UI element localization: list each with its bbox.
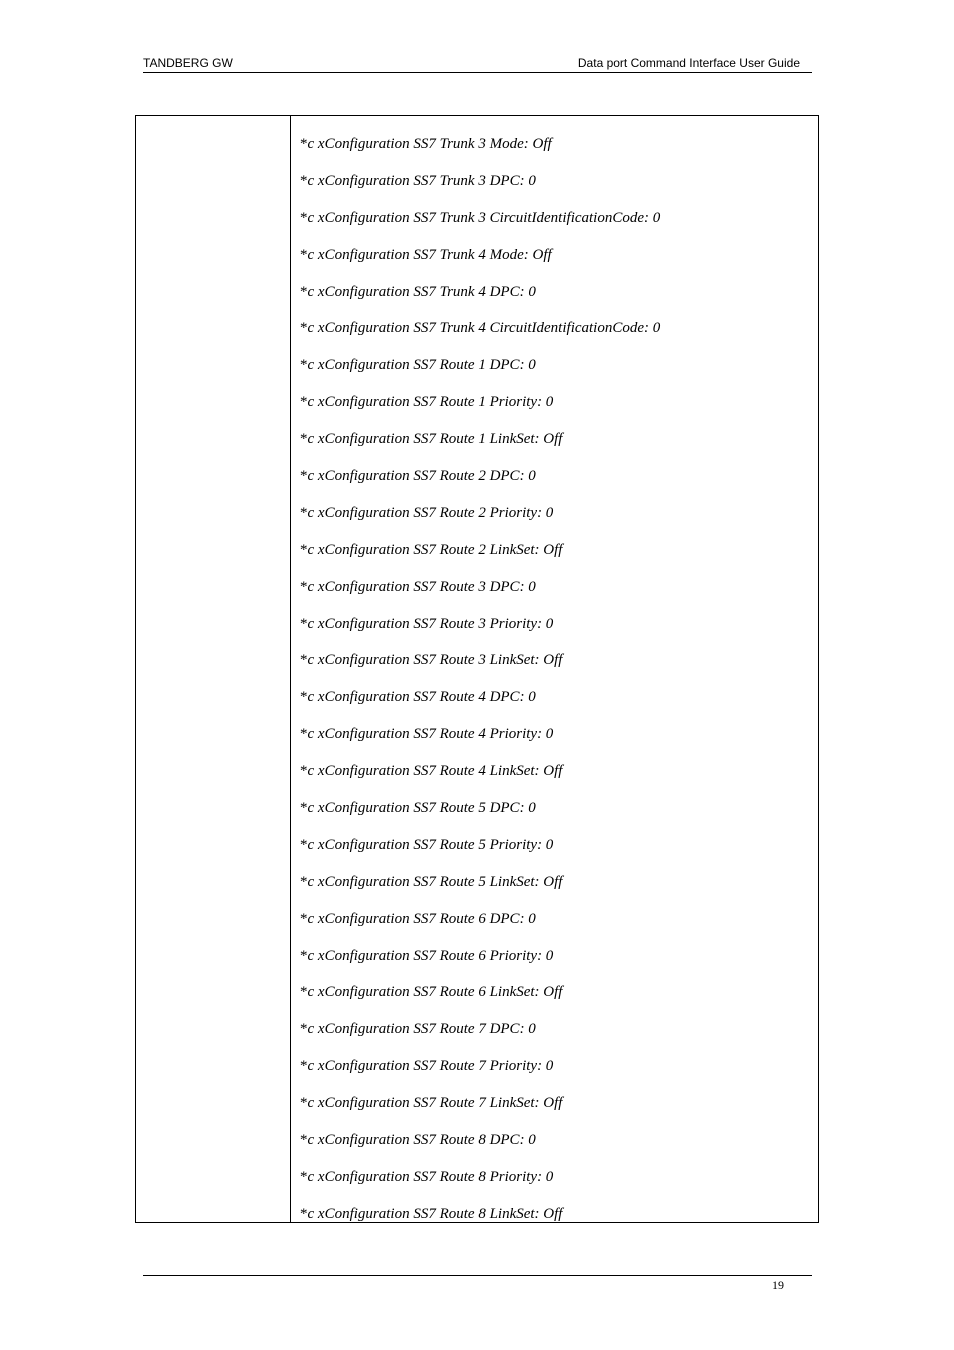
config-line <box>300 723 660 760</box>
line-command: c xConfiguration SS7 Trunk 4 CircuitIdentificationCode: 0 <box>307 320 661 337</box>
line-command: c xConfiguration SS7 Route 4 LinkSet: Off <box>307 763 563 780</box>
line-prefix: * <box>300 283 308 300</box>
line-prefix: * <box>300 652 308 669</box>
line-prefix: * <box>300 836 308 853</box>
line-prefix: * <box>300 800 308 817</box>
config-line <box>300 207 660 244</box>
line-prefix: * <box>300 1205 308 1222</box>
header-document-title: Data port Command Interface User Guide <box>577 56 800 70</box>
line-command: c xConfiguration SS7 Trunk 4 Mode: Off <box>307 246 552 263</box>
config-lines-list <box>300 133 660 1240</box>
line-prefix: * <box>300 1132 308 1149</box>
config-line <box>300 244 660 281</box>
line-prefix: * <box>300 910 308 927</box>
config-line <box>300 1055 660 1092</box>
config-line <box>300 576 660 613</box>
line-command: c xConfiguration SS7 Route 7 DPC: 0 <box>307 1021 536 1038</box>
line-command: c xConfiguration SS7 Route 3 LinkSet: Off <box>307 652 563 669</box>
config-line <box>300 391 660 428</box>
line-prefix: * <box>300 873 308 890</box>
line-prefix: * <box>300 1095 308 1112</box>
config-line <box>300 908 660 945</box>
line-prefix: * <box>300 136 308 152</box>
line-prefix: * <box>300 726 308 743</box>
line-command: c xConfiguration SS7 Route 5 LinkSet: Off <box>307 873 563 890</box>
config-line <box>300 981 660 1018</box>
config-output-table <box>135 115 819 1223</box>
line-prefix: * <box>300 1168 308 1185</box>
line-prefix: * <box>300 763 308 780</box>
line-command: c xConfiguration SS7 Route 4 DPC: 0 <box>307 689 536 706</box>
line-command: c xConfiguration SS7 Route 1 DPC: 0 <box>307 357 536 374</box>
config-line <box>300 1129 660 1166</box>
line-prefix: * <box>300 541 308 558</box>
config-line <box>300 1203 660 1240</box>
config-line <box>300 1092 660 1129</box>
line-prefix: * <box>300 246 308 263</box>
config-line <box>300 502 660 539</box>
config-line <box>300 945 660 982</box>
config-line <box>300 354 660 391</box>
line-command: c xConfiguration SS7 Route 2 DPC: 0 <box>307 468 536 485</box>
line-prefix: * <box>300 578 308 595</box>
page-number: 19 <box>772 1278 784 1292</box>
line-command: c xConfiguration SS7 Route 8 Priority: 0 <box>307 1168 554 1185</box>
line-command: c xConfiguration SS7 Route 6 LinkSet: Off <box>307 984 563 1001</box>
config-line <box>300 170 660 207</box>
line-command: c xConfiguration SS7 Route 3 Priority: 0 <box>307 615 554 632</box>
config-line <box>300 133 660 170</box>
config-line <box>300 1166 660 1203</box>
line-prefix: * <box>300 1058 308 1075</box>
config-line <box>300 317 660 354</box>
page-header <box>143 54 812 73</box>
line-prefix: * <box>300 1021 308 1038</box>
line-command: c xConfiguration SS7 Route 8 LinkSet: Off <box>307 1205 563 1222</box>
line-command: c xConfiguration SS7 Route 1 LinkSet: Off <box>307 431 563 448</box>
line-command: c xConfiguration SS7 Route 8 DPC: 0 <box>307 1132 536 1149</box>
line-command: c xConfiguration SS7 Trunk 3 DPC: 0 <box>307 172 536 189</box>
line-prefix: * <box>300 468 308 485</box>
line-command: c xConfiguration SS7 Route 7 LinkSet: Off <box>307 1095 563 1112</box>
config-line <box>300 613 660 650</box>
config-line <box>300 871 660 908</box>
line-prefix: * <box>300 172 308 189</box>
config-line <box>300 686 660 723</box>
column-divider <box>290 116 291 1222</box>
line-command: c xConfiguration SS7 Route 5 DPC: 0 <box>307 800 536 817</box>
line-command: c xConfiguration SS7 Route 2 Priority: 0 <box>307 504 554 521</box>
header-product-name: TANDBERG GW <box>143 56 233 70</box>
config-line <box>300 649 660 686</box>
line-prefix: * <box>300 431 308 448</box>
line-prefix: * <box>300 984 308 1001</box>
line-prefix: * <box>300 947 308 964</box>
line-command: c xConfiguration SS7 Route 6 Priority: 0 <box>307 947 554 964</box>
config-line <box>300 1018 660 1055</box>
config-line <box>300 760 660 797</box>
line-command: c xConfiguration SS7 Route 7 Priority: 0 <box>307 1058 554 1075</box>
line-command: c xConfiguration SS7 Route 1 Priority: 0 <box>307 394 554 411</box>
line-prefix: * <box>300 320 308 337</box>
line-prefix: * <box>300 357 308 374</box>
config-line <box>300 539 660 576</box>
footer-rule <box>143 1275 812 1276</box>
config-line <box>300 834 660 871</box>
line-command: c xConfiguration SS7 Trunk 3 CircuitIdentificationCode: 0 <box>307 209 661 226</box>
line-command: c xConfiguration SS7 Route 3 DPC: 0 <box>307 578 536 595</box>
line-command: c xConfiguration SS7 Route 2 LinkSet: Off <box>307 541 563 558</box>
config-line <box>300 281 660 318</box>
line-prefix: * <box>300 394 308 411</box>
line-command: c xConfiguration SS7 Route 6 DPC: 0 <box>307 910 536 927</box>
line-prefix: * <box>300 209 308 226</box>
line-command: c xConfiguration SS7 Route 4 Priority: 0 <box>307 726 554 743</box>
line-prefix: * <box>300 689 308 706</box>
line-prefix: * <box>300 615 308 632</box>
config-line <box>300 797 660 834</box>
line-command: c xConfiguration SS7 Trunk 3 Mode: Off <box>307 136 552 152</box>
line-command: c xConfiguration SS7 Trunk 4 DPC: 0 <box>307 283 536 300</box>
line-prefix: * <box>300 504 308 521</box>
config-line <box>300 465 660 502</box>
line-command: c xConfiguration SS7 Route 5 Priority: 0 <box>307 836 554 853</box>
config-line <box>300 428 660 465</box>
